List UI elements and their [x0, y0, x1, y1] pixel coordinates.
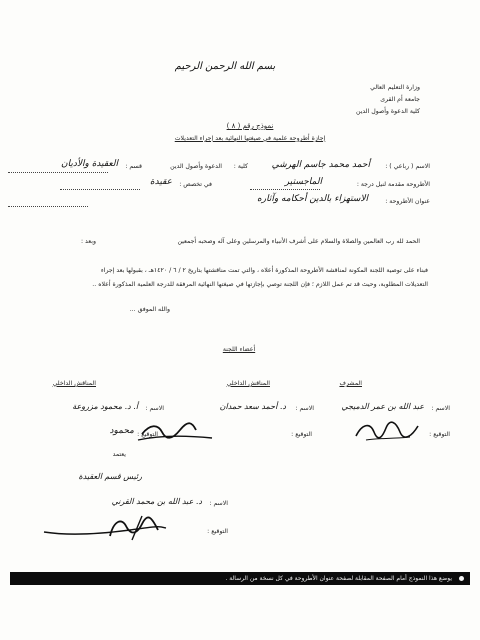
- greeting-after: وبعد :: [81, 238, 96, 245]
- basmala: بسم الله الرحمن الرحيم: [174, 61, 276, 72]
- supervisor-signature: [352, 418, 422, 444]
- approval-sign-label: التوقيع :: [207, 528, 228, 535]
- footer-note: يوضع هذا النموذج أمام الصفحة المقابلة لصفحة عنوان الأطروحة في كل نسخة من الرسالة .: [225, 575, 452, 582]
- closing: والله الموفق ...: [129, 306, 170, 313]
- name-label: الاسم ( رباعي ) :: [385, 163, 430, 170]
- greeting: الحمد لله رب العالمين والصلاة والسلام على أشرف الأنبياء والمرسلين وعلى آله وصحبه أجمعين: [177, 238, 420, 245]
- thesis-label: الأطروحة مقدمة لنيل درجة :: [356, 181, 430, 188]
- paragraph-line2: التعديلات المطلوبة، وحيث قد تم عمل اللازم ؛ فإن اللجنة توصي بإجازتها في صيغتها النهائية المرفقة للدرجة العلمية المذكورة أعلاه ..: [92, 281, 428, 288]
- second-name-label: الاسم :: [145, 405, 164, 412]
- second-name: أ. د. محمود مزروعة: [72, 402, 138, 411]
- college-value: الدعوة وأصول الدين: [170, 163, 222, 170]
- approval-role: رئيس قسم العقيدة: [78, 472, 142, 481]
- internal-sign-label: التوقيع :: [291, 431, 312, 438]
- thesis-line: [250, 189, 320, 190]
- approval-signature: [40, 512, 170, 542]
- supervisor-role: المشرف: [339, 380, 362, 387]
- internal-role: المناقش الداخلي: [226, 380, 270, 387]
- supervisor-name-label: الاسم :: [431, 405, 450, 412]
- bullet-icon: [459, 576, 464, 581]
- title-label: عنوان الأطروحة :: [385, 198, 430, 205]
- title-line: [8, 206, 88, 207]
- footer-note-bar: [10, 572, 470, 585]
- header-ministry: وزارة التعليم العالي: [370, 84, 420, 91]
- approval-name: د. عبد الله بن محمد القرني: [111, 497, 202, 506]
- header-university: جامعة أم القرى: [380, 96, 420, 103]
- approval-label: يعتمد: [112, 451, 126, 458]
- form-subtitle: إجازة أطروحة علمية في صيغتها النهائية بعد إجراء التعديلات: [174, 135, 326, 142]
- name-line: [8, 172, 108, 173]
- header-college: كلية الدعوة وأصول الدين: [356, 108, 420, 115]
- second-signature: محمود: [109, 426, 134, 436]
- college-label: كلية :: [233, 163, 248, 170]
- internal-name-label: الاسم :: [295, 405, 314, 412]
- form-number: نموذج رقم ( ٨ ): [226, 122, 274, 130]
- title-value: الاستهزاء بالدين أحكامه وآثاره: [257, 194, 368, 204]
- paragraph-line1: فبناء على توصية اللجنة المكونة لمناقشة الأطروحة المذكورة أعلاه ، والتي تمت مناقشتها بتاريخ ٢ / ٦ / ١٤٢٠هـ ، بقبولها بعد إجراء: [100, 267, 428, 274]
- field-value: عقيدة: [149, 177, 172, 187]
- supervisor-name: عبد الله بن عمر الدميجي: [341, 402, 424, 411]
- dept-label: قسم :: [125, 163, 142, 170]
- approval-name-label: الاسم :: [209, 500, 228, 507]
- name-value: أحمد محمد جاسم الهرشي: [271, 160, 370, 170]
- internal-name: د. أحمد سعد حمدان: [219, 402, 286, 411]
- field-line: [60, 189, 140, 190]
- field-label: في تخصص :: [179, 181, 212, 188]
- committee-title: أعضاء اللجنة: [222, 346, 256, 353]
- thesis-value: الماجستير: [284, 177, 322, 187]
- supervisor-sign-label: التوقيع :: [429, 431, 450, 438]
- second-role: المناقش الداخلي: [52, 380, 96, 387]
- second-sign-label: التوقيع :: [137, 431, 158, 438]
- dept-value: العقيدة والأديان: [61, 159, 118, 169]
